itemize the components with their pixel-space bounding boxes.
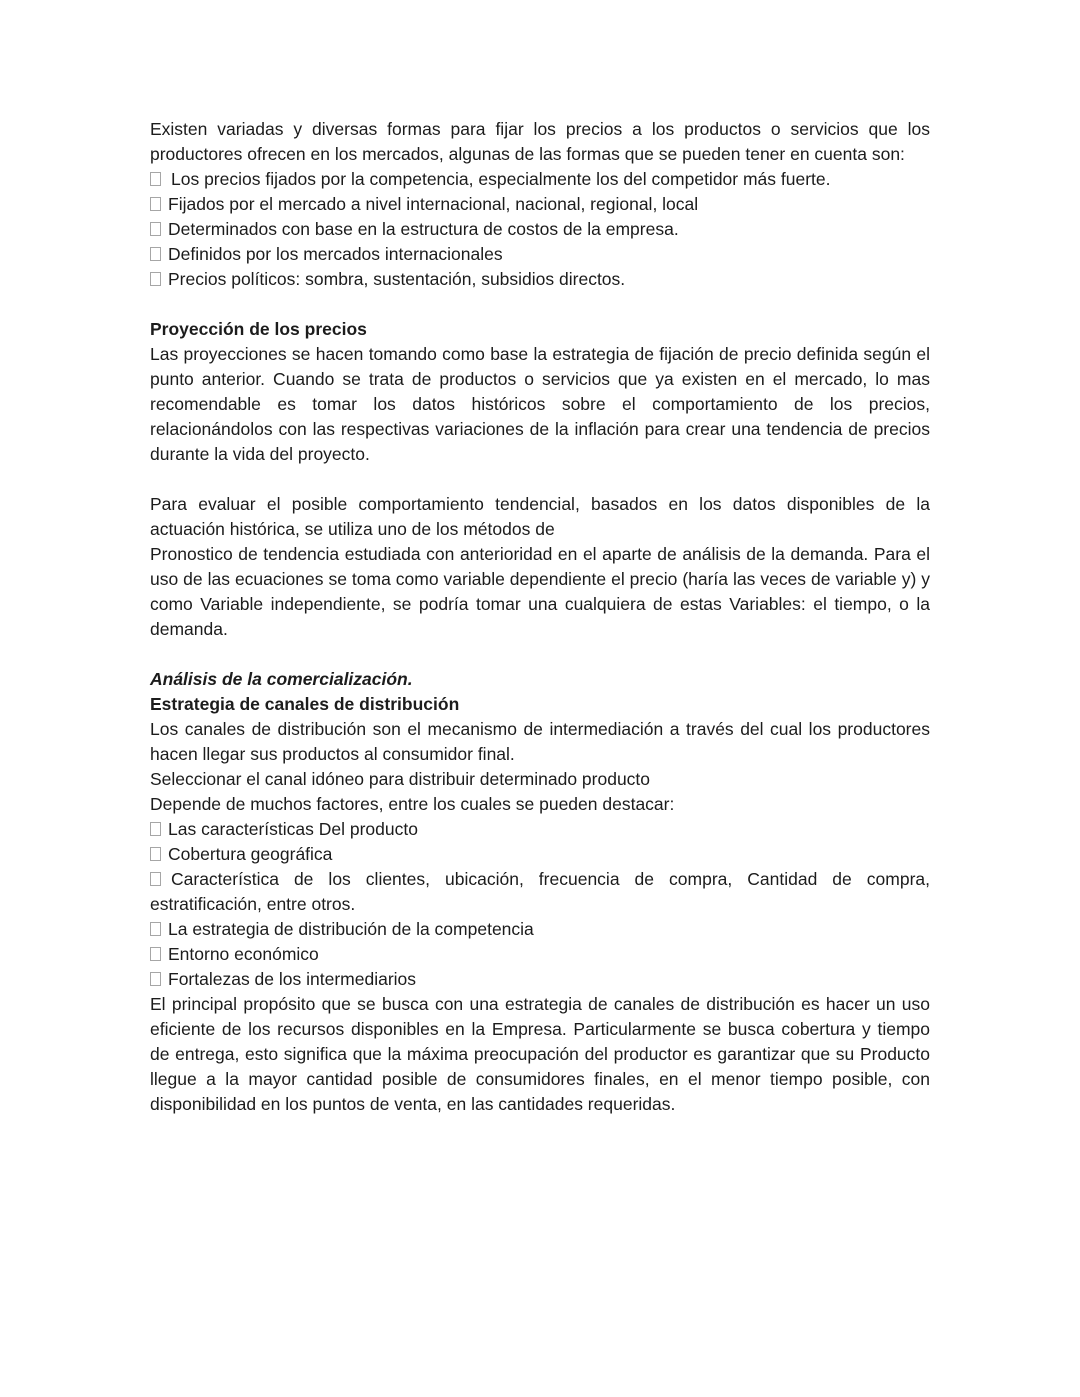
heading-analisis-comercializacion: Análisis de la comercialización. bbox=[150, 669, 413, 689]
bullet-item bbox=[150, 217, 930, 242]
bullet-item bbox=[150, 267, 930, 292]
bullet-item bbox=[150, 242, 930, 267]
paragraph-proposito: El principal propósito que se busca con una estrategia de canales de distribución es hacer un uso eficiente de los recursos disponibles en la Empresa. Particularmente se busca cobertura y tiempo de entrega, esto significa que la máxima preocupación del productor es garantizar que su Producto llegue a la mayor cantidad posible de consumidores finales, en el menor tiempo posible, con disponibilidad en los puntos de venta, en las cantidades requeridas. bbox=[150, 994, 930, 1114]
bullet-text: Definidos por los mercados internacionales bbox=[168, 244, 503, 264]
bullet-item bbox=[150, 167, 930, 192]
bullet-item bbox=[150, 842, 930, 867]
bullet-box-icon bbox=[150, 947, 161, 961]
paragraph-evaluar-part2: Pronostico de tendencia estudiada con anterioridad en el aparte de análisis de la demanda. Para el uso de las ecuaciones se toma como variable dependiente el precio (haría las veces de variable y) y como Variable independiente, se podría tomar una cualquiera de estas Variables: el tiempo, o la demanda. bbox=[150, 544, 930, 639]
line-seleccionar: Seleccionar el canal idóneo para distribuir determinado producto bbox=[150, 769, 651, 789]
blank-line bbox=[150, 467, 930, 492]
paragraph-evaluar bbox=[150, 492, 930, 642]
blank-line bbox=[150, 642, 930, 667]
bullet-text: Característica de los clientes, ubicación, frecuencia de compra, Cantidad de compra, estratificación, entre otros. bbox=[150, 869, 930, 914]
bullet-text: Cobertura geográfica bbox=[168, 844, 333, 864]
bullet-text: Entorno económico bbox=[168, 944, 319, 964]
bullet-text: Precios políticos: sombra, sustentación, subsidios directos. bbox=[168, 269, 626, 289]
paragraph-canales: Los canales de distribución son el mecanismo de intermediación a través del cual los productores hacen llegar sus productos al consumidor final. bbox=[150, 719, 930, 764]
bullet-box-icon bbox=[150, 922, 161, 936]
bullet-box-icon bbox=[150, 822, 161, 836]
blank-line bbox=[150, 292, 930, 317]
bullet-box-icon bbox=[150, 972, 161, 986]
bullet-box-icon bbox=[150, 272, 161, 286]
paragraph-intro: Existen variadas y diversas formas para fijar los precios a los productos o servicios que los productores ofrecen en los mercados, algunas de las formas que se pueden tener en cuenta son: bbox=[150, 119, 930, 164]
bullet-box-icon bbox=[150, 872, 161, 886]
bullet-text: Los precios fijados por la competencia, especialmente los del competidor más fuerte. bbox=[171, 169, 831, 189]
bullet-box-icon bbox=[150, 172, 161, 186]
bullet-item bbox=[150, 967, 930, 992]
bullet-item bbox=[150, 867, 930, 917]
bullet-text: La estrategia de distribución de la competencia bbox=[168, 919, 534, 939]
bullet-box-icon bbox=[150, 247, 161, 261]
bullet-item bbox=[150, 192, 930, 217]
bullet-item bbox=[150, 917, 930, 942]
bullet-box-icon bbox=[150, 197, 161, 211]
line-depende: Depende de muchos factores, entre los cuales se pueden destacar: bbox=[150, 794, 675, 814]
bullet-text: Fijados por el mercado a nivel internacional, nacional, regional, local bbox=[168, 194, 699, 214]
bullet-box-icon bbox=[150, 222, 161, 236]
bullet-box-icon bbox=[150, 847, 161, 861]
paragraph-proyeccion: Las proyecciones se hacen tomando como base la estrategia de fijación de precio definida según el punto anterior. Cuando se trata de productos o servicios que ya existen en el mercado, lo mas recomendable es tomar los datos históricos sobre el comportamiento de los precios, relacionándolos con las respectivas variaciones de la inflación para crear una tendencia de precios durante la vida del proyecto. bbox=[150, 344, 930, 464]
bullet-item bbox=[150, 942, 930, 967]
paragraph-evaluar-part1: Para evaluar el posible comportamiento tendencial, basados en los datos disponibles de la actuación histórica, se utiliza uno de los métodos de bbox=[150, 494, 930, 539]
bullet-item bbox=[150, 817, 930, 842]
bullet-text: Fortalezas de los intermediarios bbox=[168, 969, 417, 989]
bullet-text: Determinados con base en la estructura de costos de la empresa. bbox=[168, 219, 679, 239]
heading-estrategia-canales: Estrategia de canales de distribución bbox=[150, 694, 460, 714]
bullet-text: Las características Del producto bbox=[168, 819, 418, 839]
heading-proyeccion-precios: Proyección de los precios bbox=[150, 319, 367, 339]
